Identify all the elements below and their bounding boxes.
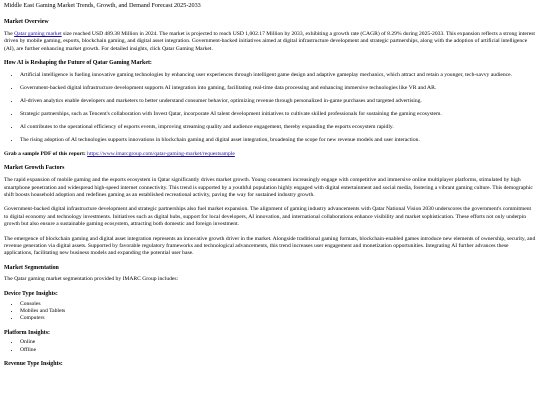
list-item: • Consoles xyxy=(20,301,536,308)
segmentation-intro: The Qatar gaming market segmentation provided by IMARC Group includes: xyxy=(4,276,179,283)
overview-heading: Market Overview xyxy=(4,19,49,26)
sample-label: Grab a sample PDF of this report: xyxy=(4,151,86,158)
overview-lead: The xyxy=(4,30,15,37)
overview-body: size reached USD 489.38 Million in 2024. The market is projected to reach USD 1,002.17 Million by 2033, exhibiting a growth rate (CAGR) of 8.29% during 2025-2033. This expansion reflects a strong interest driven by mobile gaming, esports, blockchain gaming, and digital asset integration. Government-backed initiatives aimed at digital infrastructure development and strategic partnerships, along with the adoption of artificial intelligence (AI), are further enhancing market growth. For detailed insights, click Qatar Gaming Market. xyxy=(4,30,535,52)
segmentation-heading: Market Segmentation xyxy=(4,264,59,271)
ai-bullet: • AI contributes to the operational efficiency of esports events, improving streaming quality and audience engagement, thereby expanding the esports ecosystem rapidly. xyxy=(20,124,536,131)
ai-section-heading: How AI is Reshaping the Future of Qatar Gaming Market: xyxy=(4,60,152,67)
growth-paragraph: The rapid expansion of mobile gaming and the esports ecosystem in Qatar significantly drives market growth. Young consumers increasingly engage with competitive and immersive online multiplayer platforms, stimulated by high smartphone penetration and widespread high-speed internet connectivity. This trend is supported by a youthful population highly engaged with digital entertainment and social media, fostering a vibrant gaming culture. This demographic shift boosts household adoption and redefines gaming as an established recreational activity, paving the way for sustained industry growth. xyxy=(4,177,533,198)
ai-bullet: • Government-backed digital infrastructure development supports AI integration into gaming, facilitating real-time data processing and enhancing immersive technologies like VR and AR. xyxy=(20,85,536,92)
ai-bullet: • The rising adoption of AI technologies supports innovations in blockchain gaming and digital asset integration, broadening the scope for new revenue models and user interaction. xyxy=(20,137,536,144)
growth-paragraph: The emergence of blockchain gaming and digital asset integration represents an innovative growth driver in the market. Alongside traditional gaming formats, blockchain-enabled games introduce new elements of ownership, security, and revenue generation via digital assets. Supported by favorable regulatory frameworks and technological advancements, this trend increases user engagement and monetization opportunities. Integrating AI further advances these applications, facilitating new business models and expanding the potential user base. xyxy=(4,235,536,257)
ai-bullet: • Strategic partnerships, such as Tencent's collaboration with Invest Qatar, incorporate AI talent development initiatives to cultivate skilled professionals for sustaining the gaming ecosystem. xyxy=(20,111,536,118)
overview-paragraph xyxy=(4,31,536,53)
page-title: Middle East Gaming Market Trends, Growth, and Demand Forecast 2025-2033 xyxy=(4,2,201,9)
list-item: • Offline xyxy=(20,347,536,354)
ai-bullet-list xyxy=(4,72,536,144)
qatar-gaming-market-link[interactable]: Qatar gaming market xyxy=(14,30,62,37)
sample-pdf-link[interactable]: https://www.imarcgroup.com/qatar-gaming-market/requestsample xyxy=(87,151,235,158)
sample-pdf-line xyxy=(4,151,536,158)
ai-bullet: • Artificial intelligence is fueling innovative gaming technologies by enhancing user experiences through intelligent game design and adaptive gameplay mechanics, which attract and retain a younger, tech-savvy audience. xyxy=(20,72,536,79)
list-item: • Mobiles and Tablets xyxy=(20,308,536,315)
revenue-type-heading: Revenue Type Insights: xyxy=(4,361,63,368)
growth-paragraph: Government-backed digital infrastructure development and strategic partnerships also fuel market expansion. The alignment of gaming industry advancements with Qatar National Vision 2030 underscores the government's commitment to digital economy and technology investments. Initiatives such as digital hubs, support for local developers, AI innovation, and international collaborations enhance visibility and market sophistication. These efforts not only underpin growth but also ensure a sustainable gaming ecosystem, attracting both domestic and foreign investment. xyxy=(4,206,532,228)
ai-bullet: • AI-driven analytics enable developers and marketers to better understand consumer behavior, optimizing revenue through personalized in-game purchases and targeted advertising. xyxy=(20,98,536,105)
growth-heading: Market Growth Factors xyxy=(4,165,65,172)
platform-list xyxy=(4,339,536,354)
device-type-list xyxy=(4,301,536,323)
list-item: • Computers xyxy=(20,315,536,322)
list-item: • Online xyxy=(20,339,536,346)
device-type-heading: Device Type Insights: xyxy=(4,290,58,297)
platform-heading: Platform Insights: xyxy=(4,329,50,336)
